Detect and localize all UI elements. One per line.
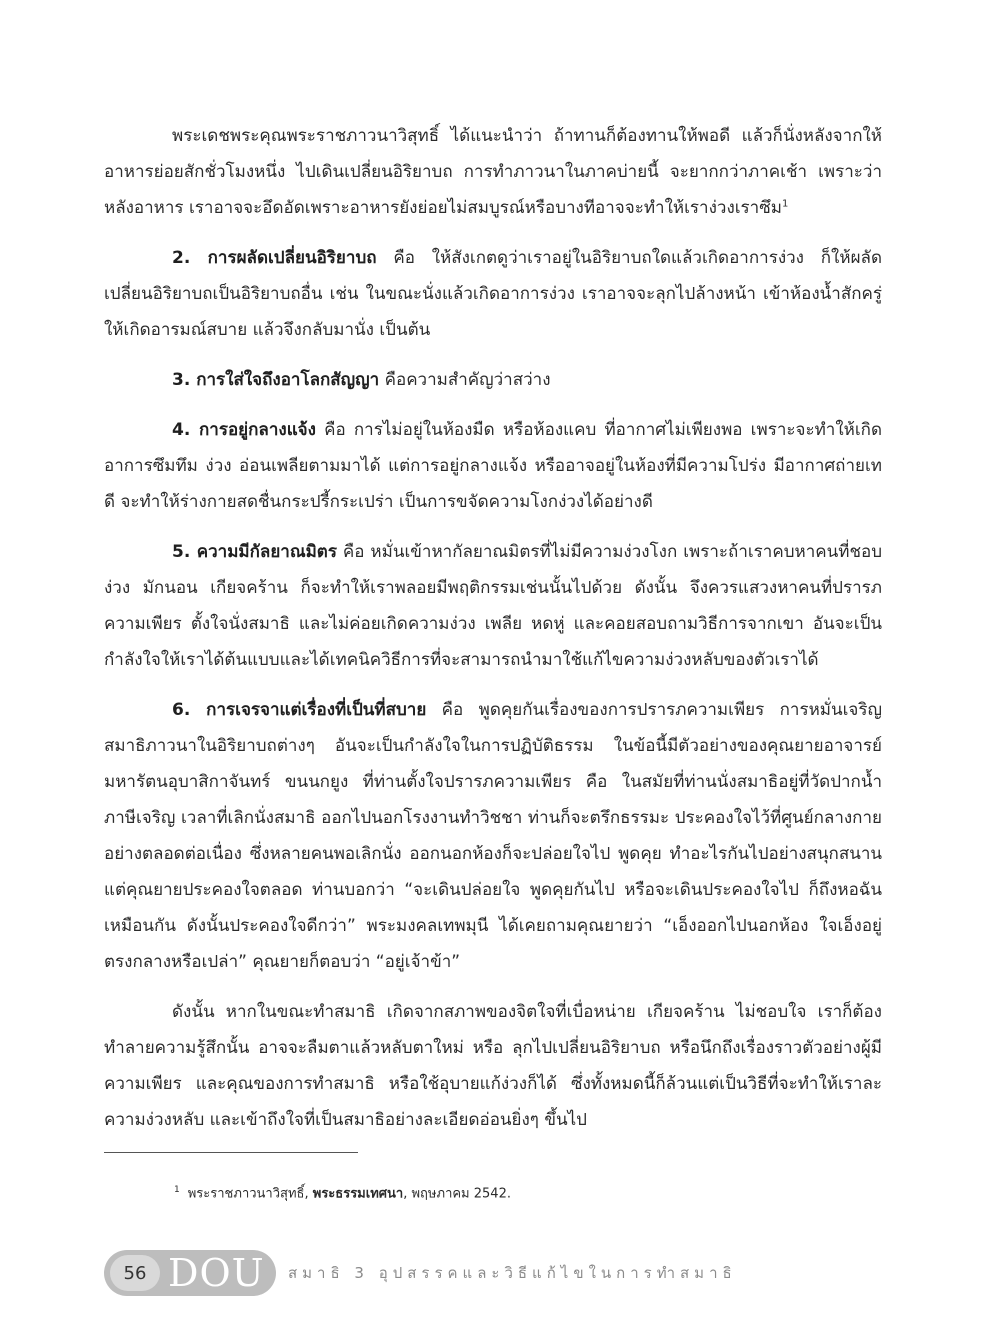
page-footer — [104, 1250, 737, 1296]
dou-logo: DOU — [168, 1251, 265, 1295]
running-title: สมาธิ 3 อุปสรรคและวิธีแก้ไขในการทำสมาธิ — [288, 1264, 737, 1282]
paragraph-2-heading: 2. การผลัดเปลี่ยนอิริยาบถ — [172, 248, 377, 268]
paragraph-1-text: พระเดชพระคุณพระราชภาวนาวิสุทธิ์ ได้แนะนำว่า ถ้าทานก็ต้องทานให้พอดี แล้วก็นั่งหลังจากให้อาหารย่อยสักชั่วโมงหนึ่ง ไปเดินเปลี่ยนอิริยาบถ การทำภาวนาในภาคบ่ายนี้ จะยากกว่าภาคเช้า เพราะว่าหลังอาหาร เราอาจจะอึดอัดเพราะอาหารยังย่อยไม่สมบูรณ์หรือบางทีอาจจะทำให้เราง่วงเราซึม — [104, 126, 882, 218]
paragraph-3 — [104, 362, 882, 398]
paragraph-6-heading: 6. การเจรจาแต่เรื่องที่เป็นที่สบาย — [172, 700, 427, 720]
footnote-title: พระธรรมเทศนา — [312, 1186, 404, 1202]
paragraph-4-heading: 4. การอยู่กลางแจ้ง — [172, 420, 316, 440]
paragraph-3-text: คือความสำคัญว่าสว่าง — [379, 370, 551, 390]
page-number: 56 — [110, 1255, 160, 1291]
footnote-reference[interactable]: 1 — [781, 198, 789, 210]
footnote-mark: 1 — [174, 1185, 180, 1195]
paragraph-7-text: ดังนั้น หากในขณะทำสมาธิ เกิดจากสภาพของจิตใจที่เบื่อหน่าย เกียจคร้าน ไม่ชอบใจ เราก็ต้องทำลายความรู้สึกนั้น อาจจะลืมตาแล้วหลับตาใหม่ หรือ ลุกไปเปลี่ยนอิริยาบถ หรือนึกถึงเรื่องราวตัวอย่างผู้มีความเพียร และคุณของการทำสมาธิ หรือใช้อุบายแก้ง่วงก็ได้ ซึ่งทั้งหมดนี้ก็ล้วนแต่เป็นวิธีที่จะทำให้เราละความง่วงหลับ และเข้าถึงใจที่เป็นสมาธิอย่างละเอียดอ่อนยิ่งๆ ขึ้นไป — [104, 1002, 882, 1130]
footnote-date: , พฤษภาคม 2542. — [403, 1186, 511, 1202]
paragraph-5 — [104, 534, 882, 678]
paragraph-6 — [104, 692, 882, 980]
paragraph-4 — [104, 412, 882, 520]
footnote-divider — [104, 1152, 358, 1153]
footnote-author: พระราชภาวนาวิสุทธิ์, — [187, 1186, 309, 1202]
paragraph-4-text: คือ การไม่อยู่ในห้องมืด หรือห้องแคบ ที่อากาศไม่เพียงพอ เพราะจะทำให้เกิดอาการซึมทึม ง่วง อ่อนเพลียตามมาได้ แต่การอยู่กลางแจ้ง หรืออาจอยู่ในห้องที่มีความโปร่ง มีอากาศถ่ายเทดี จะทำให้ร่างกายสดชื่นกระปรี้กระเปร่า เป็นการขจัดความโงกง่วงได้อย่างดี — [104, 420, 882, 512]
paragraph-5-heading: 5. ความมีกัลยาณมิตร — [172, 542, 337, 562]
footnote — [174, 1180, 511, 1204]
paragraph-2 — [104, 240, 882, 348]
dou-badge — [104, 1250, 276, 1296]
paragraph-7 — [104, 994, 882, 1138]
paragraph-3-heading: 3. การใส่ใจถึงอาโลกสัญญา — [172, 370, 380, 390]
paragraph-1 — [104, 118, 882, 226]
paragraph-5-text: คือ หมั่นเข้าหากัลยาณมิตรที่ไม่มีความง่วงโงก เพราะถ้าเราคบหาคนที่ชอบง่วง มักนอน เกียจคร้าน ก็จะทำให้เราพลอยมีพฤติกรรมเช่นนั้นไปด้วย ดังนั้น จึงควรแสวงหาคนที่ปรารภความเพียร ตั้งใจนั่งสมาธิ และไม่ค่อยเกิดความง่วง เพลีย หดหู่ และคอยสอบถามวิธีการจากเขา อันจะเป็นกำลังใจให้เราได้ต้นแบบและได้เทคนิควิธีการที่จะสามารถนำมาใช้แก้ไขความง่วงหลับของตัวเราได้ — [104, 542, 883, 670]
paragraph-2-text: คือ ให้สังเกตดูว่าเราอยู่ในอิริยาบถใดแล้วเกิดอาการง่วง ก็ให้ผลัดเปลี่ยนอิริยาบถเป็นอิริยาบถอื่น เช่น ในขณะนั่งแล้วเกิดอาการง่วง เราอาจจะลุกไปล้างหน้า เข้าห้องน้ำสักครู่ ให้เกิดอารมณ์สบาย แล้วจึงกลับมานั่ง เป็นต้น — [104, 248, 882, 340]
body-text — [104, 118, 882, 1152]
paragraph-6-text: คือ พูดคุยกันเรื่องของการปรารภความเพียร การหมั่นเจริญสมาธิภาวนาในอิริยาบถต่างๆ อันจะเป็นกำลังใจในการปฏิบัติธรรม ในข้อนี้มีตัวอย่างของคุณยายอาจารย์มหารัตนอุบาสิกาจันทร์ ขนนกยูง ที่ท่านตั้งใจปรารภความเพียร คือ ในสมัยที่ท่านนั่งสมาธิอยู่ที่วัดปากน้ำภาษีเจริญ เวลาที่เลิกนั่งสมาธิ ออกไปนอกโรงงานทำวิชชา ท่านก็จะตรึกธรรมะ ประคองใจไว้ที่ศูนย์กลางกายอย่างตลอดต่อเนื่อง ซึ่งหลายคนพอเลิกนั่ง ออกนอกห้องก็จะปล่อยใจไป พูดคุย ทำอะไรกันไปอย่างสนุกสนาน แต่คุณยายประคองใจตลอด ท่านบอกว่า “จะเดินปล่อยใจ พูดคุยกันไป หรือจะเดินประคองใจไป ก็ถึงหอฉันเหมือนกัน ดังนั้นประคองใจดีกว่า” พระมงคลเทพมุนี ได้เคยถามคุณยายว่า “เอ็งออกไปนอกห้อง ใจเอ็งอยู่ตรงกลางหรือเปล่า” คุณยายก็ตอบว่า “อยู่เจ้าข้า” — [104, 700, 882, 972]
